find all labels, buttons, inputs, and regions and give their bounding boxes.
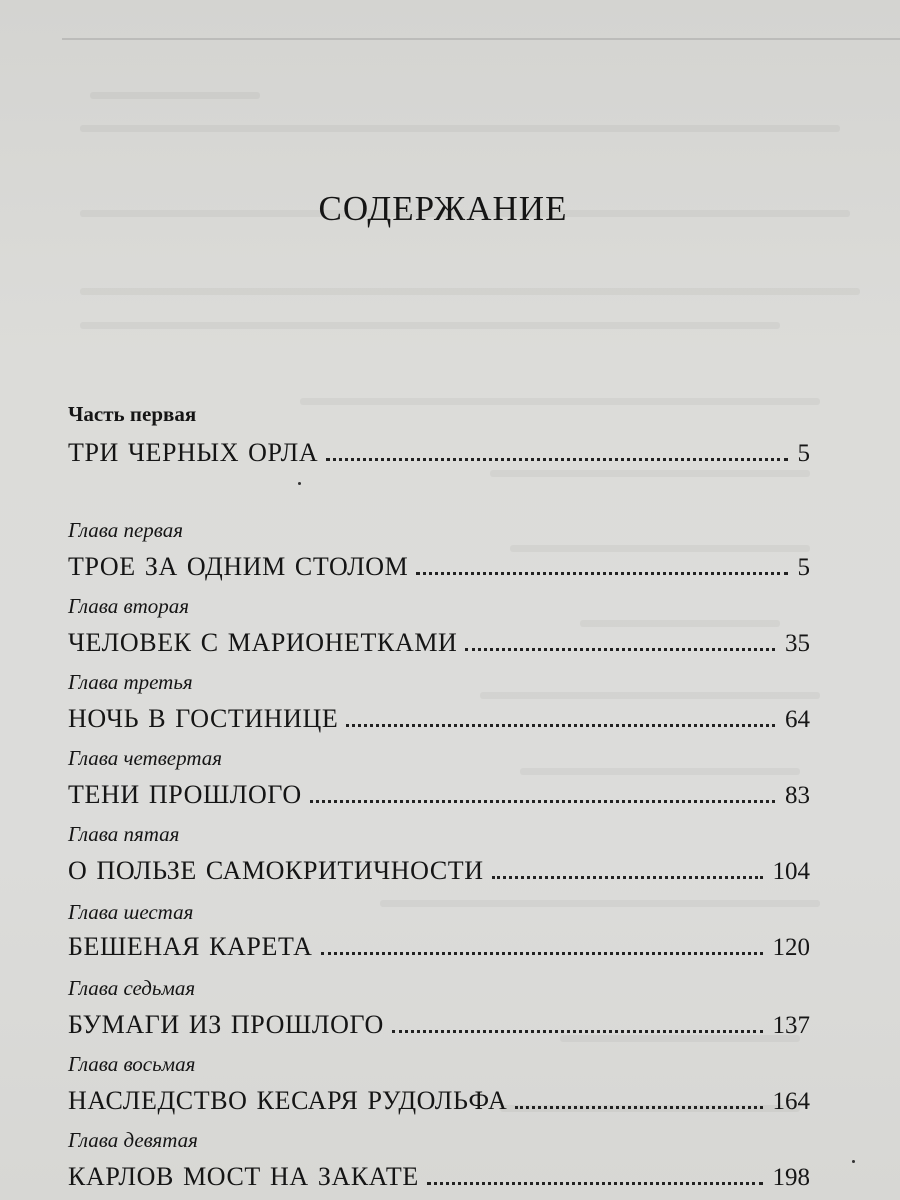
dot-leader [416,572,787,575]
running-header-rule [62,38,900,40]
chapter-label: Глава седьмая [68,976,196,1000]
toc-entry-chapter [68,628,810,658]
dot-leader [326,458,787,461]
page-title: СОДЕРЖАНИЕ [318,189,568,229]
chapter-label: Глава восьмая [68,1052,196,1076]
toc-entry-title: ЧЕЛОВЕК С МАРИОНЕТКАМИ [68,628,458,657]
toc-entry-page: 104 [772,858,810,885]
toc-entry-title: БЕШЕНАЯ КАРЕТА [68,932,313,961]
toc-entry-page: 5 [797,554,810,581]
chapter-label: Глава шестая [68,900,194,924]
toc-entry-part [68,438,810,468]
chapter-label: Глава третья [68,670,193,694]
toc-entry-title: ТЕНИ ПРОШЛОГО [68,780,302,809]
toc-entry-title: О ПОЛЬЗЕ САМОКРИТИЧНОСТИ [68,856,484,885]
dot-leader [465,648,775,651]
dot-leader [427,1182,763,1185]
chapter-label: Глава вторая [68,594,190,618]
toc-entry-title: НАСЛЕДСТВО КЕСАРЯ РУДОЛЬФА [68,1086,508,1115]
toc-entry-chapter [68,1086,810,1116]
toc-entry-page: 83 [785,782,810,809]
toc-entry-chapter [68,552,810,582]
toc-entry-chapter [68,780,810,810]
dot-leader [346,724,775,727]
dot-leader [515,1106,762,1109]
toc-entry-title: ТРОЕ ЗА ОДНИМ СТОЛОМ [68,552,409,581]
toc-entry-page: 137 [772,1012,810,1039]
toc-entry-chapter [68,1010,810,1040]
toc-entry-chapter [68,1162,810,1192]
chapter-label: Глава четвертая [68,746,223,770]
toc-entry-chapter [68,856,810,886]
toc-entry-page: 35 [785,630,810,657]
toc-entry-title: НОЧЬ В ГОСТИНИЦЕ [68,704,339,733]
dot-leader [310,800,775,803]
toc-entry-page: 164 [772,1088,810,1115]
paper-speck [852,1160,855,1163]
toc-entry-page: 198 [772,1164,810,1191]
part-label: Часть первая [68,402,197,426]
toc-entry-page: 5 [797,440,810,467]
toc-entry-title: КАРЛОВ МОСТ НА ЗАКАТЕ [68,1162,419,1191]
dot-leader [392,1030,763,1033]
toc-entry-page: 120 [772,934,810,961]
chapter-label: Глава девятая [68,1128,198,1152]
paper-speck [298,482,301,485]
toc-entry-title: ТРИ ЧЕРНЫХ ОРЛА [68,438,319,467]
dot-leader [321,952,763,955]
toc-entry-chapter [68,932,810,962]
toc-entry-chapter [68,704,810,734]
toc-entry-title: БУМАГИ ИЗ ПРОШЛОГО [68,1010,384,1039]
dot-leader [492,876,763,879]
chapter-label: Глава пятая [68,822,180,846]
chapter-label: Глава первая [68,518,184,542]
toc-entry-page: 64 [785,706,810,733]
